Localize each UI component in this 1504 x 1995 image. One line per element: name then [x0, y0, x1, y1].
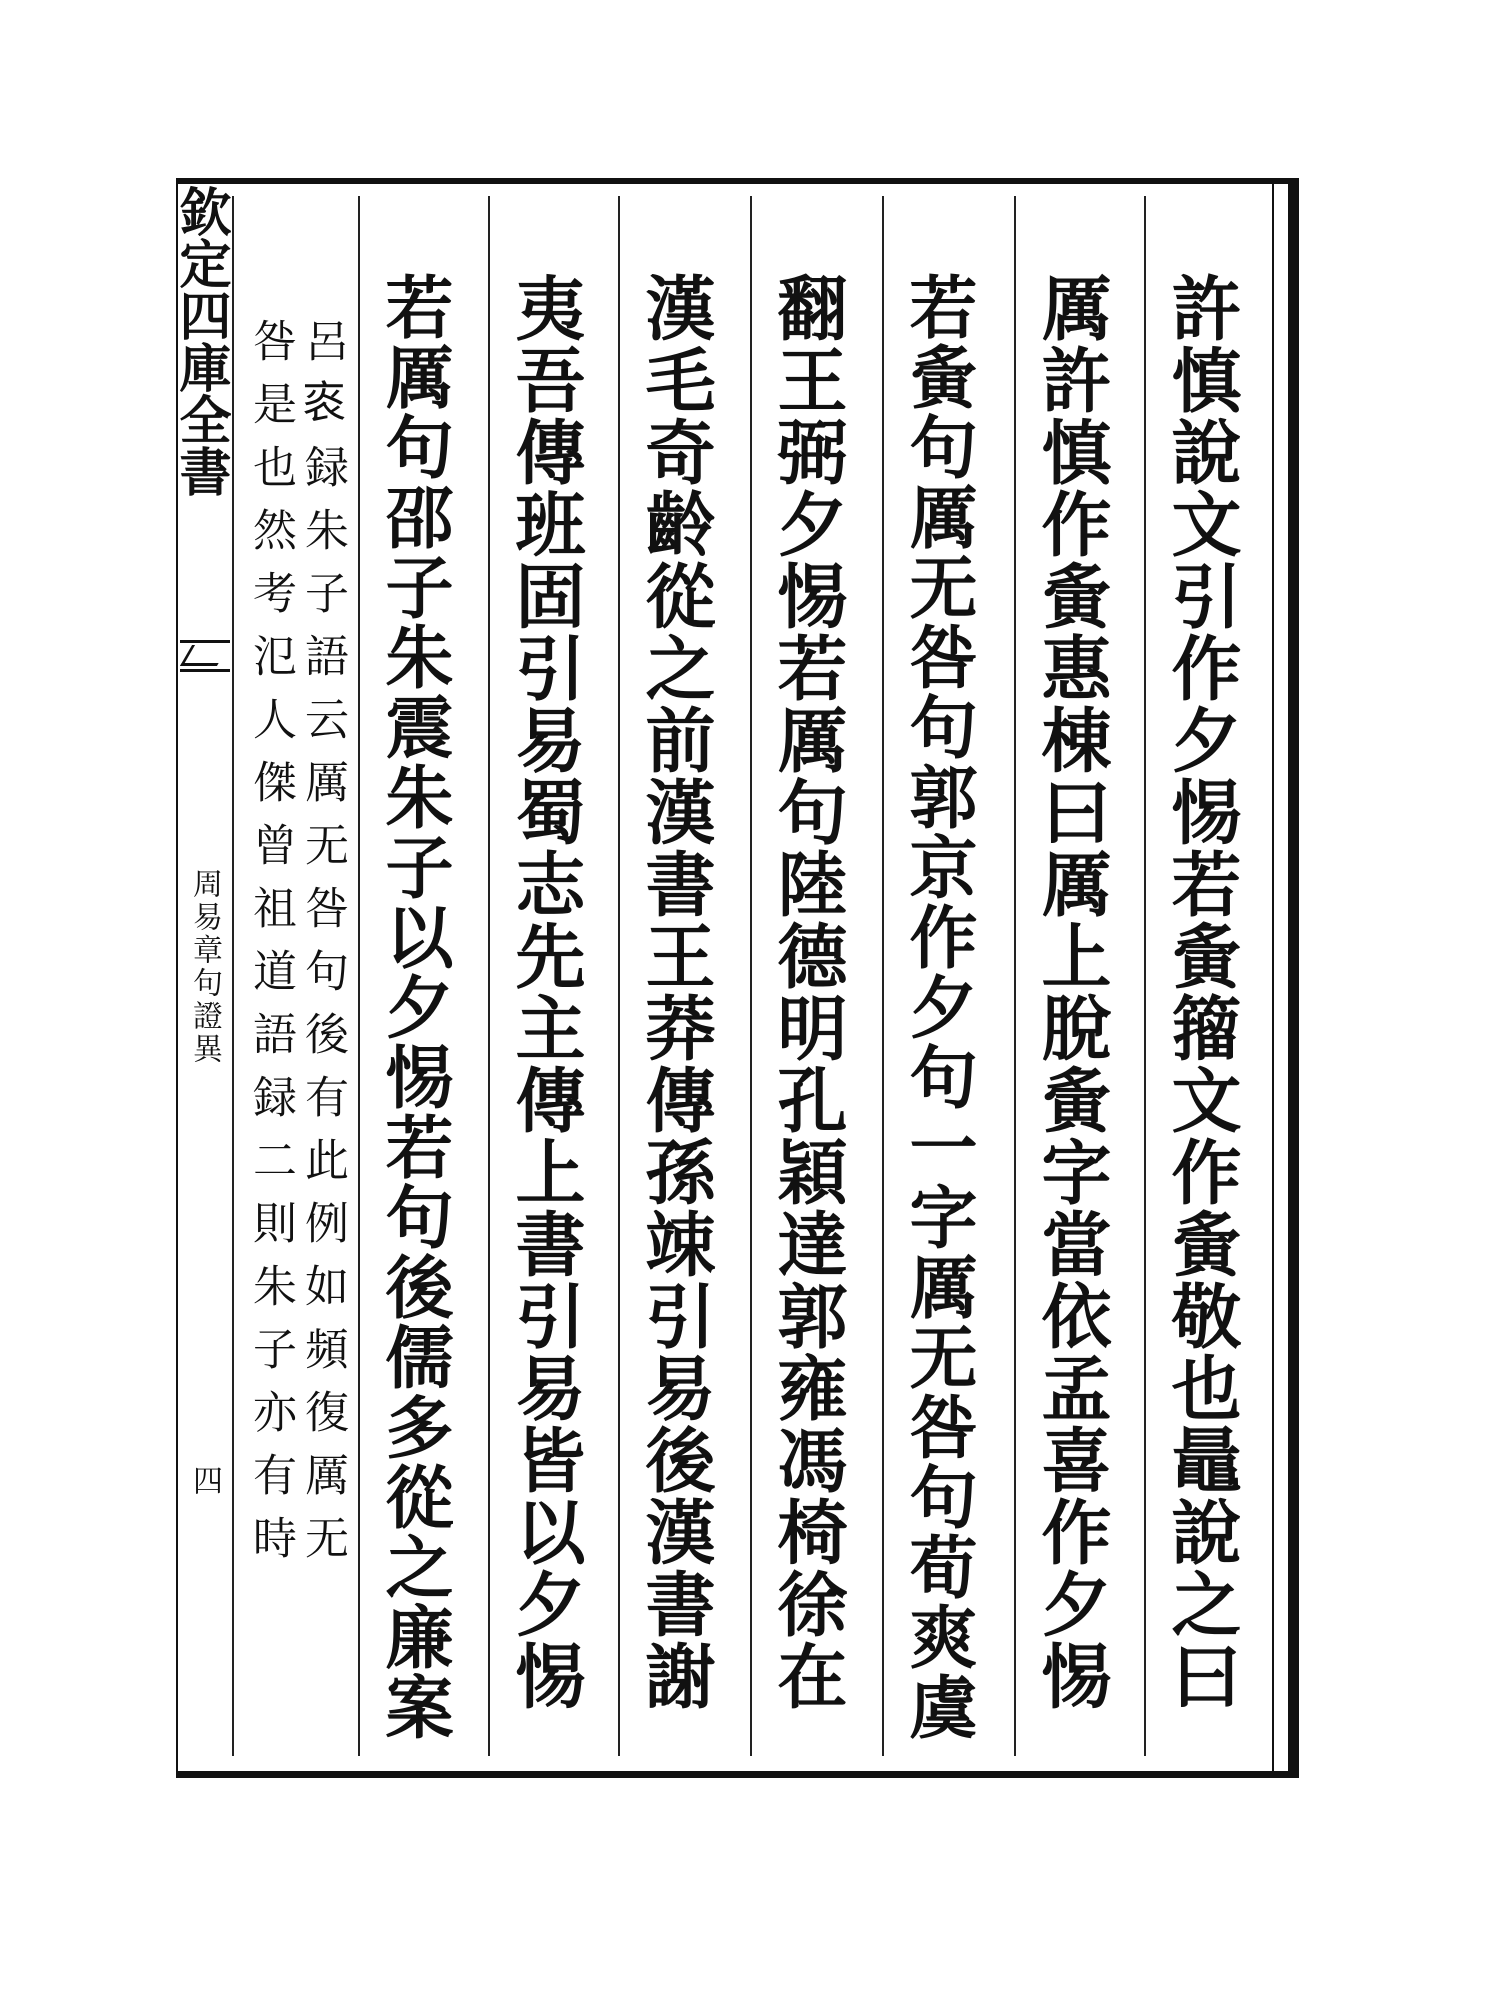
- column-rule: [750, 196, 752, 1756]
- column-rule: [882, 196, 884, 1756]
- text-column-5: 漢毛奇齡從之前漢書王莽傳孫竦引易後漢書謝: [634, 272, 717, 1712]
- note-column-1: 呂𤇯録朱子語云厲无咎句後有此例如頻復厲无: [297, 318, 348, 1578]
- text-column-2: 厲許慎作夤惠棟曰厲上脫夤字當依孟喜作夕惕: [1030, 272, 1113, 1712]
- fish-tail-ornament: [180, 640, 230, 672]
- note-column-2: 咎是也然考氾人傑曾祖道語録二則朱子亦有時: [245, 318, 296, 1578]
- text-column-6: 夷吾傳班固引易蜀志先主傳上書引易皆以夕惕: [504, 272, 587, 1712]
- column-rule: [1014, 196, 1016, 1756]
- text-column-3: 若夤句厲无咎句郭京作夕句一字厲无咎句荀爽虞: [898, 272, 978, 1742]
- column-rule: [1144, 196, 1146, 1756]
- column-rule: [358, 196, 360, 1756]
- text-column-1: 許慎說文引作夕惕若夤籀文作夤敬也鼂說之曰: [1160, 272, 1243, 1712]
- inner-border-rule: [1272, 184, 1274, 1771]
- text-column-7: 若厲句邵子朱震朱子以夕惕若句後儒多從之廉案: [374, 272, 454, 1742]
- page-number: 四: [187, 1465, 222, 1495]
- column-rule: [488, 196, 490, 1756]
- book-title: 欽定四庫全書: [170, 185, 231, 497]
- chapter-title: 周易章句證異: [187, 868, 222, 1066]
- column-rule: [618, 196, 620, 1756]
- column-rule: [232, 196, 234, 1756]
- text-column-4: 翻王弼夕惕若厲句陸德明孔穎達郭雍馮椅徐在: [766, 272, 849, 1712]
